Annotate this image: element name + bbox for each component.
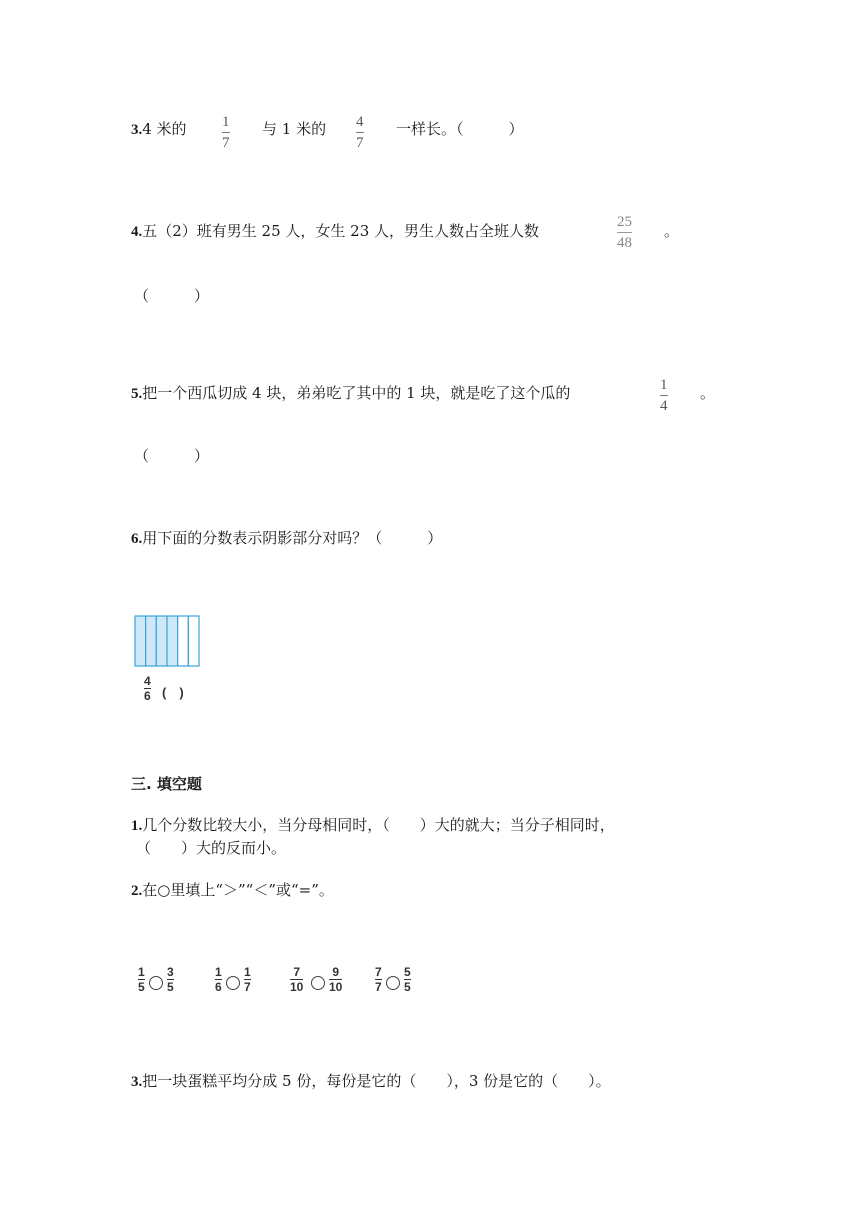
answer-blank[interactable]: （ ） xyxy=(134,447,210,465)
question-text: 五（2）班有男生 25 人，女生 23 人，男生人数占全班人数 xyxy=(142,222,540,240)
left-fraction xyxy=(215,966,222,993)
shaded-rectangle-figure xyxy=(134,615,200,669)
fraction-denominator: 6 xyxy=(215,980,222,994)
fraction-numerator: 5 xyxy=(404,965,411,979)
fraction-numerator: 1 xyxy=(244,965,251,979)
fraction-denominator: 5 xyxy=(404,980,411,994)
question-number: 6. xyxy=(131,531,143,547)
fraction-numerator: 4 xyxy=(144,674,151,688)
fraction-bar xyxy=(617,232,632,233)
figure-fraction xyxy=(144,675,151,702)
question-3 xyxy=(131,119,187,140)
question-6 xyxy=(131,528,442,549)
fraction-numerator: 1 xyxy=(660,377,668,393)
unshaded-part xyxy=(188,616,199,666)
fraction-bar xyxy=(356,132,364,133)
fraction-denominator: 10 xyxy=(290,980,304,994)
fraction-numerator: 3 xyxy=(167,965,174,979)
fraction-denominator: 6 xyxy=(144,689,151,703)
fraction-bar xyxy=(660,395,668,396)
fraction-numerator: 1 xyxy=(215,965,222,979)
fraction-25-48 xyxy=(617,214,632,251)
fraction-denominator: 7 xyxy=(356,135,364,151)
right-fraction xyxy=(244,966,251,993)
shaded-part xyxy=(146,616,157,666)
fill-question-3 xyxy=(131,1071,611,1092)
figure-answer-paren[interactable]: ( ) xyxy=(162,685,184,700)
fraction-one-quarter xyxy=(660,377,668,414)
fraction-denominator: 48 xyxy=(617,235,632,251)
shaded-part xyxy=(156,616,167,666)
question-text: 把一块蛋糕平均分成 5 份，每份是它的（ ），3 份是它的（ ）。 xyxy=(142,1072,611,1090)
fill-question-1-line2: （ ）大的反而小。 xyxy=(136,839,287,857)
fraction-denominator: 7 xyxy=(222,135,230,151)
fraction-numerator: 1 xyxy=(222,114,230,130)
fraction-numerator: 9 xyxy=(332,965,340,979)
comparison-item xyxy=(138,966,178,1006)
shaded-part xyxy=(135,616,146,666)
compare-circle[interactable] xyxy=(311,976,325,990)
section-title: 三. 填空题 xyxy=(131,775,202,793)
left-fraction xyxy=(290,966,303,993)
question-text: 几个分数比较大小，当分母相同时，（ ）大的就大；当分子相同时， xyxy=(142,816,615,834)
compare-circle[interactable] xyxy=(149,976,163,990)
question-number: 4. xyxy=(131,224,143,240)
fraction-denominator: 10 xyxy=(329,980,343,994)
question-text-part: 一样长。（ ） xyxy=(396,120,524,138)
fill-question-2 xyxy=(131,880,334,901)
question-text-part: 与 1 米的 xyxy=(262,120,327,138)
compare-circle[interactable] xyxy=(386,976,400,990)
fraction-one-seventh xyxy=(222,114,230,151)
fraction-denominator: 7 xyxy=(375,980,382,994)
fraction-numerator: 1 xyxy=(138,965,145,979)
fraction-denominator: 5 xyxy=(167,980,174,994)
comparison-item xyxy=(375,966,415,1006)
fraction-denominator: 5 xyxy=(138,980,145,994)
left-fraction xyxy=(138,966,145,993)
fraction-four-sevenths xyxy=(356,114,364,151)
right-fraction xyxy=(167,966,174,993)
fraction-numerator: 4 xyxy=(356,114,364,130)
question-5 xyxy=(131,383,570,404)
question-number: 2. xyxy=(131,883,143,899)
fill-question-1-line1 xyxy=(131,815,615,836)
unshaded-part xyxy=(178,616,189,666)
fraction-numerator: 25 xyxy=(617,214,632,230)
question-text: 在○里填上“＞”“＜”或“=”。 xyxy=(142,881,334,899)
answer-blank[interactable]: （ ） xyxy=(134,287,210,305)
question-number: 3. xyxy=(131,122,143,138)
fraction-denominator: 4 xyxy=(660,398,668,414)
fraction-bar xyxy=(222,132,230,133)
question-number: 5. xyxy=(131,386,143,402)
question-4 xyxy=(131,221,539,242)
shaded-part xyxy=(167,616,178,666)
comparison-item xyxy=(290,966,350,1006)
fraction-denominator: 7 xyxy=(244,980,251,994)
question-tail: 。 xyxy=(700,384,716,402)
comparison-item xyxy=(215,966,255,1006)
question-text: 用下面的分数表示阴影部分对吗？（ ） xyxy=(142,529,443,547)
fraction-numerator: 7 xyxy=(375,965,382,979)
fraction-numerator: 7 xyxy=(293,965,301,979)
question-tail: 。 xyxy=(664,222,680,240)
left-fraction xyxy=(375,966,382,993)
question-number: 3. xyxy=(131,1074,143,1090)
question-text-part: 4 米的 xyxy=(142,120,187,138)
right-fraction xyxy=(404,966,411,993)
compare-circle[interactable] xyxy=(226,976,240,990)
right-fraction xyxy=(329,966,342,993)
question-number: 1. xyxy=(131,818,143,834)
question-text: 把一个西瓜切成 4 块，弟弟吃了其中的 1 块，就是吃了这个瓜的 xyxy=(142,384,571,402)
